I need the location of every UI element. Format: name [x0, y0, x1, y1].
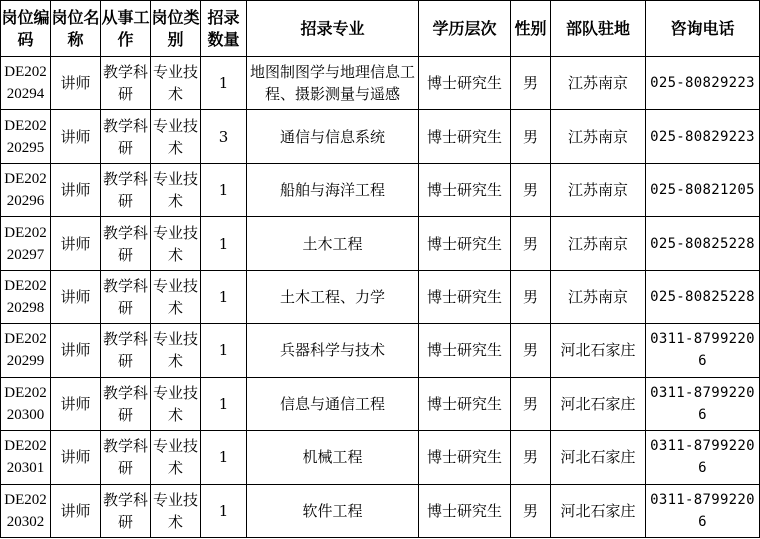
cell-location: 江苏南京 [551, 163, 646, 216]
table-row [1, 270, 760, 323]
cell-work: 教学科研 [101, 57, 151, 110]
table-row [1, 377, 760, 430]
header-count: 招录数量 [201, 1, 247, 57]
cell-name: 讲师 [51, 431, 101, 484]
cell-education: 博士研究生 [419, 163, 511, 216]
cell-gender: 男 [511, 484, 551, 538]
cell-type: 专业技术 [151, 57, 201, 110]
cell-type: 专业技术 [151, 484, 201, 538]
cell-type: 专业技术 [151, 377, 201, 430]
cell-phone: 0311-87992206 [646, 377, 760, 430]
cell-code: DE20220300 [1, 377, 51, 430]
cell-count: 1 [201, 377, 247, 430]
table-row [1, 484, 760, 538]
cell-work: 教学科研 [101, 377, 151, 430]
table-row [1, 217, 760, 270]
cell-gender: 男 [511, 110, 551, 163]
cell-code: DE20220296 [1, 163, 51, 216]
cell-work: 教学科研 [101, 324, 151, 377]
cell-phone: 0311-87992206 [646, 431, 760, 484]
cell-type: 专业技术 [151, 270, 201, 323]
cell-major: 机械工程 [247, 431, 419, 484]
cell-location: 河北石家庄 [551, 431, 646, 484]
cell-code: DE20220295 [1, 110, 51, 163]
cell-major: 通信与信息系统 [247, 110, 419, 163]
cell-education: 博士研究生 [419, 377, 511, 430]
table-row [1, 324, 760, 377]
cell-name: 讲师 [51, 110, 101, 163]
cell-education: 博士研究生 [419, 270, 511, 323]
cell-name: 讲师 [51, 484, 101, 538]
cell-education: 博士研究生 [419, 57, 511, 110]
table-row [1, 110, 760, 163]
cell-location: 河北石家庄 [551, 324, 646, 377]
cell-gender: 男 [511, 377, 551, 430]
cell-education: 博士研究生 [419, 110, 511, 163]
cell-work: 教学科研 [101, 484, 151, 538]
cell-code: DE20220302 [1, 484, 51, 538]
cell-code: DE20220301 [1, 431, 51, 484]
cell-code: DE20220298 [1, 270, 51, 323]
cell-major: 土木工程 [247, 217, 419, 270]
header-location: 部队驻地 [551, 1, 646, 57]
cell-location: 江苏南京 [551, 217, 646, 270]
cell-major: 信息与通信工程 [247, 377, 419, 430]
cell-type: 专业技术 [151, 324, 201, 377]
header-code: 岗位编码 [1, 1, 51, 57]
cell-type: 专业技术 [151, 110, 201, 163]
header-work: 从事工作 [101, 1, 151, 57]
cell-gender: 男 [511, 324, 551, 377]
cell-count: 1 [201, 270, 247, 323]
cell-count: 3 [201, 110, 247, 163]
cell-type: 专业技术 [151, 163, 201, 216]
cell-phone: 025-80825228 [646, 217, 760, 270]
cell-gender: 男 [511, 217, 551, 270]
cell-code: DE20220297 [1, 217, 51, 270]
header-major: 招录专业 [247, 1, 419, 57]
cell-major: 土木工程、力学 [247, 270, 419, 323]
cell-education: 博士研究生 [419, 431, 511, 484]
cell-type: 专业技术 [151, 217, 201, 270]
cell-phone: 025-80829223 [646, 110, 760, 163]
cell-location: 江苏南京 [551, 270, 646, 323]
cell-name: 讲师 [51, 57, 101, 110]
cell-location: 江苏南京 [551, 110, 646, 163]
cell-work: 教学科研 [101, 270, 151, 323]
cell-location: 河北石家庄 [551, 484, 646, 538]
header-education: 学历层次 [419, 1, 511, 57]
cell-phone: 0311-87992206 [646, 484, 760, 538]
table-row [1, 57, 760, 110]
cell-count: 1 [201, 217, 247, 270]
cell-count: 1 [201, 163, 247, 216]
cell-phone: 025-80825228 [646, 270, 760, 323]
cell-location: 江苏南京 [551, 57, 646, 110]
cell-work: 教学科研 [101, 110, 151, 163]
cell-gender: 男 [511, 57, 551, 110]
cell-major: 软件工程 [247, 484, 419, 538]
cell-work: 教学科研 [101, 217, 151, 270]
cell-location: 河北石家庄 [551, 377, 646, 430]
cell-type: 专业技术 [151, 431, 201, 484]
cell-phone: 0311-87992206 [646, 324, 760, 377]
cell-gender: 男 [511, 431, 551, 484]
cell-phone: 025-80829223 [646, 57, 760, 110]
cell-education: 博士研究生 [419, 217, 511, 270]
cell-code: DE20220299 [1, 324, 51, 377]
cell-education: 博士研究生 [419, 324, 511, 377]
header-phone: 咨询电话 [646, 1, 760, 57]
cell-code: DE20220294 [1, 57, 51, 110]
cell-name: 讲师 [51, 324, 101, 377]
cell-work: 教学科研 [101, 163, 151, 216]
cell-name: 讲师 [51, 377, 101, 430]
cell-count: 1 [201, 431, 247, 484]
cell-education: 博士研究生 [419, 484, 511, 538]
header-gender: 性别 [511, 1, 551, 57]
cell-name: 讲师 [51, 270, 101, 323]
cell-name: 讲师 [51, 163, 101, 216]
cell-gender: 男 [511, 163, 551, 216]
cell-gender: 男 [511, 270, 551, 323]
cell-major: 船舶与海洋工程 [247, 163, 419, 216]
cell-count: 1 [201, 324, 247, 377]
cell-major: 地图制图学与地理信息工程、摄影测量与遥感 [247, 57, 419, 110]
cell-work: 教学科研 [101, 431, 151, 484]
table-row [1, 431, 760, 484]
cell-phone: 025-80821205 [646, 163, 760, 216]
table-row [1, 163, 760, 216]
cell-name: 讲师 [51, 217, 101, 270]
header-name: 岗位名称 [51, 1, 101, 57]
header-row [1, 1, 760, 57]
cell-count: 1 [201, 57, 247, 110]
header-type: 岗位类别 [151, 1, 201, 57]
cell-count: 1 [201, 484, 247, 538]
cell-major: 兵器科学与技术 [247, 324, 419, 377]
